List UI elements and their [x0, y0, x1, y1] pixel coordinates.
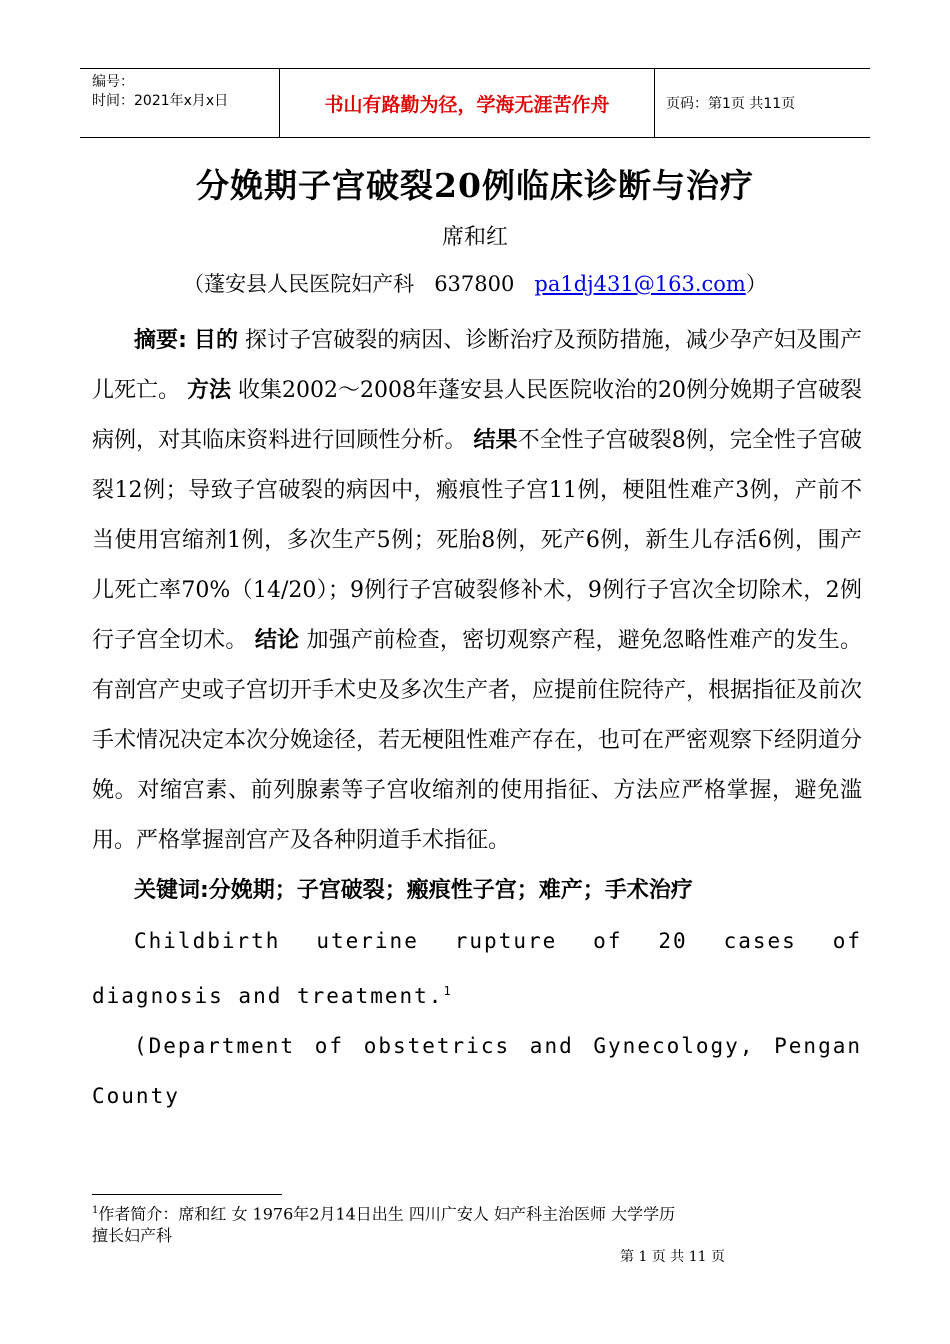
affiliation-text: （蓬安县人民医院妇产科 637800 [183, 272, 535, 296]
serial-number-label: 编号： [92, 74, 134, 90]
purpose-label: 目的 [193, 328, 238, 353]
header-page-info: 页码：第1页 共11页 [666, 96, 796, 112]
result-text: 不全性子宫破裂8例，完全性子宫破裂12例；导致子宫破裂的病因中，瘢痕性子宫11例，梗阻性难产3例，产前不当使用宫缩剂1例，多次生产5例；死胎8例，死产6例，新生儿存活6例，围产儿死亡率70%（14/20）；9例行子宫破裂修补术，9例行子宫次全切除术，2例行子宫全切术。 [92, 428, 862, 653]
abstract-label: 摘要: [134, 328, 187, 353]
purpose-text: 探讨子宫破裂的病因、诊断治疗及预防措施，减少孕产妇及围产儿死亡。 [92, 328, 862, 403]
english-title-text: Childbirth uterine rupture of 20 cases of diagnosis and treatment. [92, 929, 862, 1008]
document-body [92, 316, 862, 1121]
page-footer: 第 1 页 共 11 页 [620, 1249, 725, 1265]
footnote-divider [92, 1194, 282, 1195]
english-affiliation: (Department of obstetrics and Gynecology, Pengan County [92, 1034, 862, 1108]
document-title: 分娩期子宫破裂20例临床诊断与治疗 [196, 166, 754, 205]
footnote-line-2: 擅长妇产科 [92, 1226, 173, 1246]
english-title [92, 916, 862, 1021]
footnote-mark: 1 [92, 1205, 99, 1216]
page-header [80, 68, 870, 138]
footnote-ref: 1 [443, 984, 453, 998]
footnote-line-1: $^1$作者简介：席和红 女 1976年2月14日出生 四川广安人 妇产科主治医师 大学学历 [92, 1204, 676, 1224]
method-text: 收集2002～2008年蓬安县人民医院收治的20例分娩期子宫破裂病例，对其临床资料进行回顾性分析。 [92, 378, 862, 453]
date-label: 时间：2021年x月x日 [92, 93, 229, 109]
result-label: 结果 [473, 428, 518, 453]
method-label: 方法 [187, 378, 232, 403]
email-link[interactable]: pa1dj431@163.com [534, 272, 746, 296]
header-motto: 书山有路勤为径，学海无涯苦作舟 [280, 69, 655, 137]
author-name: 席和红 [441, 225, 508, 250]
abstract-paragraph [92, 316, 862, 866]
header-meta [80, 69, 280, 137]
conclusion-label: 结论 [254, 628, 300, 653]
footnote [92, 1200, 872, 1247]
affiliation [0, 268, 950, 298]
keywords: 关键词:分娩期；子宫破裂；瘢痕性子宫；难产；手术治疗 [134, 878, 693, 903]
affiliation-close: ） [745, 272, 767, 296]
conclusion-text: 加强产前检查，密切观察产程，避免忽略性难产的发生。有剖宫产史或子宫切开手术史及多次生产者，应提前住院待产，根据指征及前次手术情况决定本次分娩途径，若无梗阻性难产存在，也可在严密观察下经阴道分娩。对缩宫素、前列腺素等子宫收缩剂的使用指征、方法应严格掌握，避免滥用。严格掌握剖宫产及各种阴道手术指征。 [92, 628, 863, 853]
